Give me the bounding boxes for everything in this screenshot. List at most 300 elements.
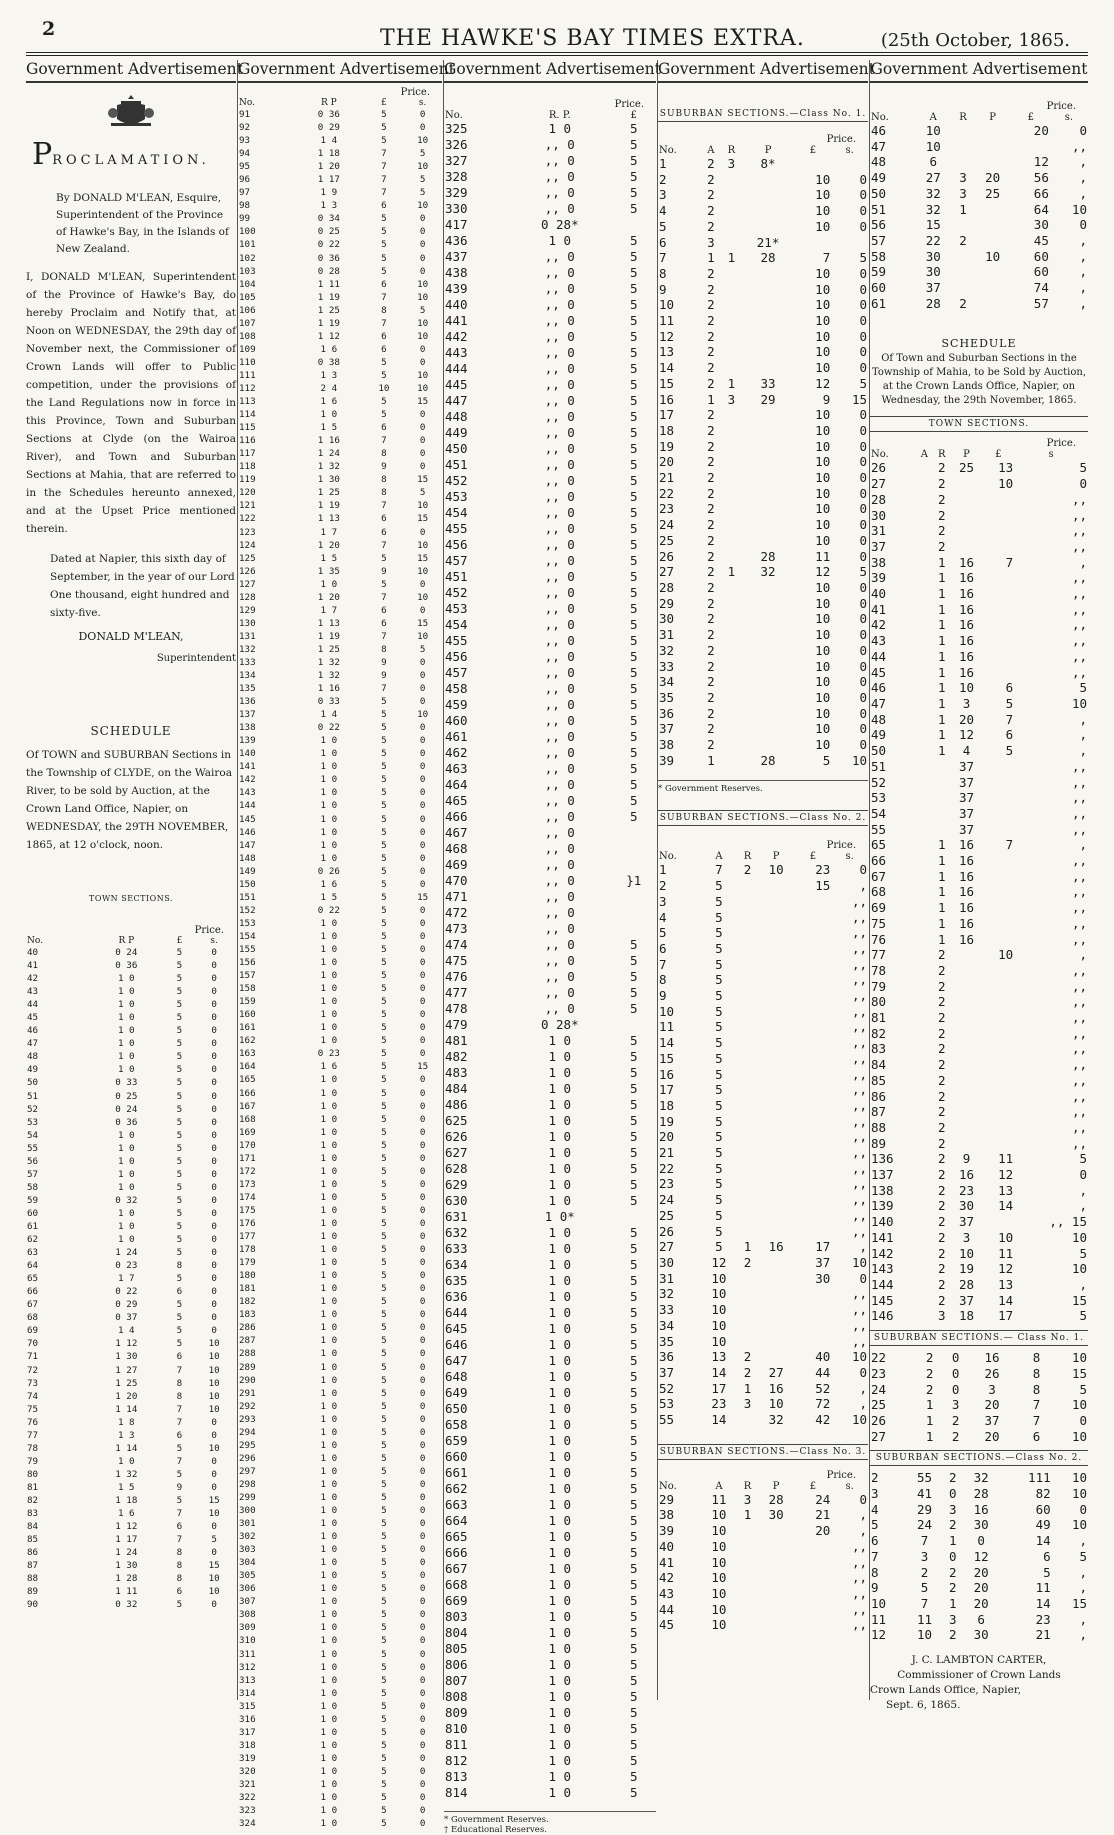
table-row [238, 1361, 442, 1374]
table-cell: 0 [419, 1779, 426, 1790]
table-cell: 2 4 [320, 382, 338, 394]
table-cell: 30 [973, 1517, 989, 1533]
table-cell: 2 [949, 1517, 957, 1533]
table-row [26, 1507, 236, 1520]
table-cell: 10 [815, 438, 831, 454]
table-cell: 102 [239, 252, 256, 264]
table-cell: 5 [176, 1273, 183, 1285]
table-cell: }1 [626, 873, 642, 888]
table-cell: 1 0 [548, 1337, 572, 1352]
table-cell: 1 0 [320, 1700, 338, 1712]
table-cell: 2 [707, 438, 715, 454]
table-cell: 0 [419, 957, 426, 969]
table-cell [721, 690, 742, 706]
table-row [658, 894, 868, 910]
table-cell: 1 0 [548, 1321, 572, 1336]
office-address: Crown Lands Office, Napier, [870, 1684, 1022, 1697]
table-cell: 0 [419, 1100, 426, 1112]
table-cell [795, 1334, 832, 1350]
table-row [238, 1152, 442, 1165]
table-row [238, 1308, 442, 1321]
table-row [658, 611, 868, 627]
table-cell [721, 313, 742, 329]
table-cell: 0 [419, 917, 426, 929]
table-cell: 2 [707, 281, 715, 297]
table-cell: 15 [659, 1050, 675, 1066]
table-cell: 25 [659, 532, 675, 548]
table-row [444, 1113, 656, 1129]
table-row [444, 169, 656, 185]
table-cell: 7 [176, 1508, 183, 1520]
table-row [238, 1126, 442, 1139]
table-cell [721, 407, 742, 423]
table-cell: 3 [743, 1491, 752, 1507]
table-cell: 76 [871, 931, 887, 947]
table-row [658, 627, 868, 643]
table-cell: 6 [929, 154, 938, 170]
table-cell: 142 [239, 774, 256, 786]
table-row [658, 454, 868, 470]
table-cell: 1 0 [320, 1126, 338, 1138]
table-cell: 1 [727, 250, 736, 266]
table-cell [982, 1214, 1014, 1230]
table-cell: 1 0 [320, 1231, 338, 1243]
table-row [238, 1426, 442, 1439]
table-cell: 0 [211, 1416, 217, 1428]
table-cell: 1 0 [548, 1673, 572, 1688]
table-cell: 1 0 [548, 1097, 572, 1112]
table-cell [982, 586, 1014, 602]
table-cell: 1 0 [320, 1805, 338, 1817]
table-cell: , [1079, 837, 1087, 853]
table-cell: 10 [417, 161, 429, 173]
table-row [444, 1433, 656, 1449]
table-cell [721, 282, 742, 298]
table-cell [795, 1224, 832, 1240]
table-cell: 10 [417, 382, 429, 394]
table-cell: 0 [419, 878, 426, 890]
table-row [444, 137, 656, 153]
table-cell: 1 [938, 853, 946, 869]
table-cell: 10 [815, 721, 831, 737]
table-cell: 5 [176, 1312, 183, 1324]
table-cell: 16 [959, 601, 975, 617]
table-cell: 20 [973, 1595, 989, 1611]
table-row [238, 160, 442, 173]
table-row [658, 1161, 868, 1177]
table-cell: 0 [859, 1270, 867, 1286]
commissioner-name: J. C. LAMBTON CARTER, [911, 1654, 1047, 1667]
table-cell: 5 [629, 553, 638, 568]
table-cell: 5 [176, 1247, 183, 1259]
table-cell: ,, [851, 1176, 867, 1192]
table-cell: 2 [707, 674, 715, 690]
table-cell: 12 [815, 564, 831, 580]
table-cell: 39 [659, 1523, 675, 1539]
table-cell: ,, 0 [544, 873, 575, 888]
table-cell: 98 [239, 200, 251, 212]
table-cell: ,, 0 [544, 969, 575, 984]
column-heading: Government Advertisement [444, 60, 656, 83]
suburban-class-1-heading: SUBURBAN SECTIONS.—Class No. 1. [658, 107, 868, 122]
table-cell: 5 [381, 1074, 387, 1086]
table-cell: 1 [938, 680, 946, 696]
table-cell: 2 [707, 422, 715, 438]
table-cell: 450 [445, 441, 468, 456]
table-row [444, 1689, 656, 1705]
table-cell [795, 1098, 832, 1114]
table-cell: 36 [659, 1349, 675, 1365]
table-cell: 140 [239, 748, 256, 760]
table-row [658, 1602, 868, 1618]
proclamation-signature: DONALD M'LEAN, [78, 630, 184, 643]
table-row [444, 233, 656, 249]
table-cell: 7 [381, 161, 387, 173]
table-cell: 99 [239, 213, 251, 225]
table-row [238, 956, 442, 969]
table-cell: 0 [419, 696, 426, 708]
table-cell [758, 1019, 795, 1035]
table-row [658, 486, 868, 502]
table-cell: 1 32 [317, 670, 340, 682]
table-cell: 5 [1079, 680, 1087, 696]
table-cell: 1 4 [320, 135, 338, 147]
table-cell: 0 [419, 787, 426, 799]
table-row [658, 203, 868, 219]
table-row [870, 217, 1088, 233]
table-cell: 173 [239, 1178, 256, 1190]
table-cell: 2 [959, 295, 967, 311]
col-header: A [715, 851, 723, 863]
table-cell [795, 941, 832, 957]
table-cell: 1 0 [548, 1177, 572, 1192]
table-cell: 5 [629, 281, 638, 296]
table-cell: 5 [629, 745, 638, 760]
table-cell: 16 [959, 915, 975, 931]
table-cell: 78 [27, 1442, 39, 1454]
table-cell: 73 [27, 1377, 39, 1389]
table-cell: 10 [417, 500, 429, 512]
table-cell: 812 [445, 1753, 468, 1768]
table-cell [974, 264, 1012, 280]
table-row [238, 1256, 442, 1269]
table-cell: 0 [419, 422, 426, 434]
table-row [658, 1176, 868, 1192]
table-row [238, 1556, 442, 1569]
table-cell [737, 1602, 758, 1618]
table-cell [795, 1129, 832, 1145]
table-row [870, 555, 1088, 571]
table-row [444, 745, 656, 761]
table-cell: 10 [815, 297, 831, 313]
table-cell: 48 [871, 711, 887, 727]
table-row [238, 1178, 442, 1191]
table-cell: 1 35 [317, 565, 340, 577]
table-cell: 1 0 [320, 1505, 338, 1517]
table-cell: 76 [27, 1416, 39, 1428]
table-cell [742, 674, 795, 690]
table-cell [916, 680, 933, 696]
table-cell: 0 [211, 960, 217, 972]
table-cell: 1 14 [115, 1403, 138, 1415]
table-cell [982, 900, 1014, 916]
table-row [444, 1561, 656, 1577]
table-cell: 10 [417, 709, 429, 721]
table-cell: 1 0 [320, 839, 338, 851]
table-cell: 10 [815, 422, 831, 438]
table-cell: 5 [381, 356, 387, 368]
table-cell: 1 0 [117, 1220, 135, 1232]
table-cell: 295 [239, 1439, 256, 1451]
table-cell: 625 [445, 1113, 468, 1128]
table-cell [916, 712, 933, 728]
table-cell: 1 0 [548, 1113, 572, 1128]
table-row [444, 681, 656, 697]
table-row [26, 1572, 236, 1585]
table-cell: 5 [715, 1066, 723, 1082]
table-cell: 5 [381, 787, 387, 799]
table-row [658, 549, 868, 565]
table-cell: 1 28 [115, 1573, 138, 1585]
table-cell: 10 [1071, 1261, 1087, 1277]
table-cell: 5 [381, 1257, 387, 1269]
table-row [26, 1050, 236, 1063]
table-row [870, 806, 1088, 822]
table-cell: 37 [659, 1364, 675, 1380]
table-cell [952, 264, 973, 280]
table-cell: 5 [381, 878, 387, 890]
table-cell: 1 0 [548, 233, 572, 248]
table-cell: 5 [629, 1721, 638, 1736]
table-row [658, 1067, 868, 1083]
table-cell [916, 665, 933, 681]
table-cell: 7 [381, 291, 387, 303]
table-cell: 164 [239, 1061, 256, 1073]
table-cell: 49 [871, 170, 887, 186]
table-cell: 0 [419, 1465, 426, 1477]
table-cell [721, 172, 742, 188]
table-cell: 87 [27, 1560, 39, 1572]
table-cell: 81 [27, 1481, 39, 1493]
table-row [444, 1177, 656, 1193]
table-cell: 0 [951, 1350, 960, 1366]
table-cell: 12 [871, 1627, 887, 1643]
table-cell: 5 [1079, 1548, 1087, 1564]
table-cell: 472 [445, 905, 468, 920]
table-cell: 661 [445, 1465, 468, 1480]
table-row [444, 969, 656, 985]
table-cell: 1 0 [548, 1625, 572, 1640]
table-cell [721, 486, 742, 502]
table-cell: 0 [211, 1599, 217, 1611]
table-cell: 10 [711, 1523, 727, 1539]
table-row [658, 1098, 868, 1114]
table-cell: 5 [859, 375, 867, 391]
table-cell: 28 [973, 1486, 989, 1502]
table-cell [721, 721, 742, 737]
table-cell: 1 0 [548, 1577, 572, 1592]
table-cell: 1 0 [548, 1273, 572, 1288]
table-cell: 1 25 [115, 1377, 138, 1389]
table-cell: 64 [27, 1260, 39, 1272]
table-cell: 2 [707, 689, 715, 705]
table-row [26, 1311, 236, 1324]
table-cell: 0 [419, 1191, 426, 1203]
table-cell: 74 [27, 1390, 39, 1402]
table-cell [737, 941, 758, 957]
table-cell: 0 23 [115, 1260, 138, 1272]
table-row [870, 633, 1088, 649]
table-row [870, 1246, 1088, 1262]
table-cell: 0 [419, 578, 426, 590]
table-cell: 5 [176, 1025, 183, 1037]
table-cell: 648 [445, 1369, 468, 1384]
price-heading: Price. [614, 99, 644, 110]
table-cell: , [1079, 248, 1087, 264]
table-cell: , [859, 1396, 867, 1412]
table-cell: 38 [659, 737, 675, 753]
table-cell [982, 649, 1014, 665]
table-cell: 0 [859, 187, 867, 203]
table-cell: 7 [381, 435, 387, 447]
table-cell [758, 894, 795, 910]
table-row [870, 508, 1088, 524]
table-cell: 16 [959, 837, 975, 853]
table-cell: 477 [445, 985, 468, 1000]
table-cell: 1 30 [115, 1351, 138, 1363]
table-cell: 5 [629, 1513, 638, 1528]
table-row [26, 1024, 236, 1037]
table-cell: 1 [925, 1428, 934, 1444]
table-row [870, 884, 1088, 900]
table-row [444, 1705, 656, 1721]
table-cell: 92 [239, 122, 251, 134]
table-cell: 1 0 [548, 1417, 572, 1432]
table-cell: 41 [659, 1554, 675, 1570]
table-cell: 0 [419, 1478, 426, 1490]
table-cell: 1 0 [548, 1081, 572, 1096]
table-cell: 144 [239, 800, 256, 812]
table-cell: 7 [920, 1533, 929, 1549]
table-cell: 10 [711, 1270, 727, 1286]
table-cell: 2 [707, 517, 715, 533]
table-cell: 0 [419, 1270, 426, 1282]
table-cell [737, 894, 758, 910]
table-cell: ,, [1071, 1057, 1087, 1073]
table-cell [742, 580, 795, 596]
table-cell: 1 0 [117, 1181, 135, 1193]
table-cell: 5 [715, 1003, 723, 1019]
table-cell: ,, [1071, 821, 1087, 837]
table-cell: 10 [815, 203, 831, 219]
table-cell: 5 [629, 1785, 638, 1800]
table-cell: 5 [381, 1374, 387, 1386]
table-cell: 10 [815, 595, 831, 611]
table-cell: 0 [859, 454, 867, 470]
table-cell: ,, [851, 1207, 867, 1223]
table-cell: ,, [1071, 1072, 1087, 1088]
col-header: No. [239, 98, 255, 108]
table-cell: 2 [707, 156, 715, 171]
table-cell: 18 [959, 1308, 975, 1324]
table-cell: 2 [707, 548, 715, 564]
table-cell: 0 28* [540, 1017, 579, 1032]
table-cell: 1 0 [548, 1257, 572, 1272]
table-cell: 12 [815, 375, 831, 391]
table-cell: 5 [629, 1257, 638, 1272]
table-cell: 286 [239, 1322, 256, 1334]
table-cell: 5 [715, 972, 723, 988]
table-cell: 6 [1032, 1428, 1041, 1444]
table-cell: 1 [727, 375, 736, 391]
table-cell: 1 0 [320, 852, 338, 864]
table-cell: 0 [419, 1244, 426, 1256]
table-cell: , [1079, 711, 1087, 727]
table-row [444, 793, 656, 809]
table-cell: 44 [27, 999, 39, 1011]
table-cell [737, 1208, 758, 1224]
table-row [444, 361, 656, 377]
table-cell [795, 925, 832, 941]
table-row [444, 729, 656, 745]
table-row [658, 344, 868, 360]
table-cell [916, 853, 933, 869]
table-cell: 1 3 [320, 200, 338, 212]
table-cell: 5 [629, 1241, 638, 1256]
table-row [444, 1417, 656, 1433]
table-cell: 0 [419, 1544, 426, 1556]
table-row [444, 329, 656, 345]
table-cell: 0 [419, 1622, 426, 1634]
table-cell [916, 492, 933, 508]
table-cell: 59 [27, 1194, 39, 1206]
table-cell: 287 [239, 1335, 256, 1347]
table-cell [795, 235, 832, 251]
table-row [26, 1403, 236, 1416]
table-cell: 5 [176, 1168, 183, 1180]
table-cell [742, 721, 795, 737]
table-cell: 0 [419, 1048, 426, 1060]
table-cell: 0 [419, 1700, 426, 1712]
table-cell: 299 [239, 1491, 256, 1503]
table-cell: 27 [871, 1428, 887, 1444]
table-cell: 0 [419, 1596, 426, 1608]
table-cell: 1 20 [317, 591, 340, 603]
table-cell: 0 [419, 735, 426, 747]
table-cell: 5 [629, 1065, 638, 1080]
table-cell: 15 [925, 217, 941, 233]
table-cell: 1 0 [548, 1641, 572, 1656]
table-cell: 1 0 [320, 1204, 338, 1216]
table-cell: 1 0 [117, 1455, 135, 1467]
table-cell: 167 [239, 1100, 256, 1112]
table-row [238, 1087, 442, 1100]
table-cell: 1 0 [548, 1481, 572, 1496]
table-cell: ,, 0 [544, 793, 575, 808]
table-cell: 15 [815, 878, 831, 894]
table-cell: 5 [381, 944, 387, 955]
table-cell: 0 [211, 973, 217, 985]
table-cell: 0 [419, 1231, 426, 1243]
table-cell: 168 [239, 1113, 256, 1125]
table-cell: 1 6 [320, 396, 338, 408]
table-cell: 0 [419, 774, 426, 786]
table-cell: 136 [239, 696, 256, 708]
table-cell [737, 1570, 758, 1586]
table-cell: 10 [417, 539, 429, 551]
table-cell: 6 [1005, 680, 1014, 696]
table-cell: 18 [659, 422, 675, 438]
